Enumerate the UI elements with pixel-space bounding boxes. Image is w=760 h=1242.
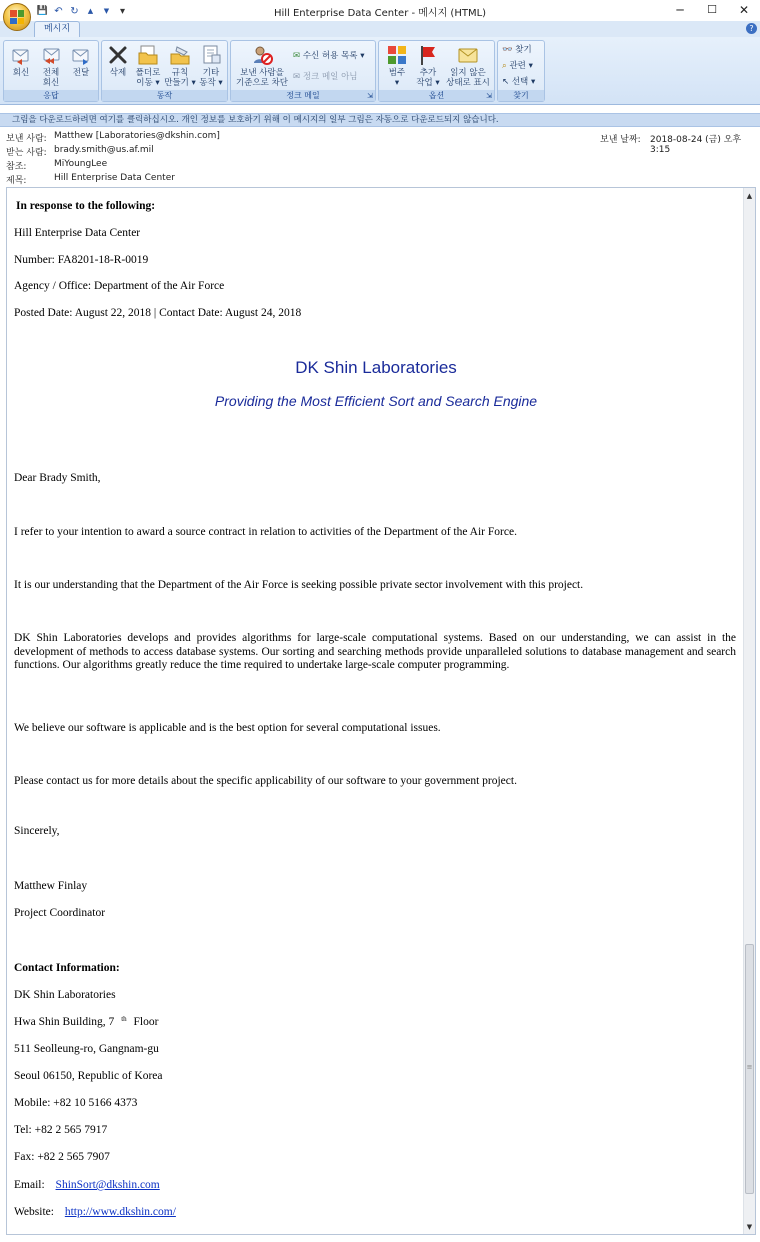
flag-icon [417, 44, 439, 66]
follow-up-button[interactable] [413, 44, 443, 88]
customize-toolbar-icon[interactable]: ▾ [119, 5, 126, 17]
related-label: 관련 ▾ [509, 61, 533, 71]
forward-label: 전달 [72, 68, 90, 78]
group-options-label: 옵션 [379, 90, 494, 101]
categorize-label-1: 범주 [388, 68, 406, 78]
previous-item-icon[interactable]: ▲ [87, 6, 94, 15]
contact-building-text: Hwa Shin Building, 7 [14, 1016, 115, 1028]
to-value[interactable]: brady.smith@us.af.mil [54, 145, 154, 155]
not-junk-icon: ✉ [293, 72, 301, 82]
other-actions-icon [200, 44, 222, 66]
title-bar [0, 0, 760, 21]
next-item-icon[interactable]: ▼ [103, 6, 110, 15]
move-label-1: 폴더로 [135, 68, 161, 78]
cc-label: 참조: [6, 162, 27, 172]
junk-dialog-launcher-icon[interactable]: ⇲ [367, 92, 373, 100]
message-body[interactable] [6, 187, 756, 1235]
move-label-2: 이동 ▾ [136, 78, 160, 88]
rules-icon [169, 44, 191, 66]
contact-mobile: Mobile: +82 10 5166 4373 [14, 1097, 138, 1109]
cursor-icon: ↖ [502, 77, 510, 87]
ref-title: Hill Enterprise Data Center [14, 227, 141, 239]
group-options [378, 40, 495, 102]
contact-website-row [14, 1206, 736, 1218]
mark-unread-label-2: 상태로 표시 [446, 78, 490, 88]
vertical-scrollbar[interactable] [743, 188, 755, 1234]
related-icon: ⌕ [502, 61, 507, 71]
ribbon-tab-row [0, 21, 760, 37]
folder-icon [137, 44, 159, 66]
signature-title: Project Coordinator [14, 907, 106, 919]
safe-list-icon: ✉ [293, 51, 301, 61]
options-dialog-launcher-icon[interactable]: ⇲ [486, 92, 492, 100]
contact-fax: Fax: +82 2 565 7907 [14, 1151, 110, 1163]
contact-email-link[interactable]: ShinSort@dkshin.com [55, 1179, 160, 1191]
paragraph-1: I refer to your intention to award a source contract in relation to activities of the Department of the Air Force. [14, 526, 517, 538]
safe-list-label: 수신 허용 목록 ▾ [302, 51, 365, 61]
categorize-icon [386, 44, 408, 66]
message-header [0, 128, 760, 186]
group-junk-mail [230, 40, 376, 102]
binoculars-icon: 👓 [502, 45, 513, 55]
subject-value: Hill Enterprise Data Center [54, 173, 175, 183]
reply-label: 회신 [12, 68, 30, 78]
contact-heading: Contact Information: [14, 962, 120, 974]
office-button[interactable] [3, 3, 31, 31]
contact-street: 511 Seolleung-ro, Gangnam-gu [14, 1043, 159, 1055]
save-icon[interactable]: 💾 [36, 5, 49, 16]
block-sender-button[interactable] [233, 44, 291, 88]
contact-building-floor: Floor [133, 1016, 159, 1028]
closing: Sincerely, [14, 825, 60, 837]
categorize-label-2: ▾ [394, 78, 400, 88]
rule-label-2: 만들기 ▾ [164, 78, 196, 88]
greeting: Dear Brady Smith, [14, 472, 101, 484]
delete-icon [107, 44, 129, 66]
forward-button[interactable] [67, 44, 95, 78]
select-label: 선택 ▾ [511, 77, 536, 87]
delete-label: 삭제 [109, 68, 127, 78]
contact-email-label: Email: [14, 1179, 45, 1191]
contact-building-sup: th [121, 1015, 127, 1023]
other-actions-button[interactable] [197, 44, 225, 88]
minimize-button[interactable]: ─ [676, 3, 684, 17]
download-pictures-infobar[interactable]: 그림을 다운로드하려면 여기를 클릭하십시오. 개인 정보를 보호하기 위해 이 메시지의 일부 그림은 자동으로 다운로드되지 않습니다. [0, 113, 760, 127]
ref-agency: Agency / Office: Department of the Air Force [14, 280, 225, 292]
tab-message[interactable]: 메시지 [34, 21, 80, 37]
delete-button[interactable] [105, 44, 131, 78]
group-respond-label: 응답 [4, 90, 98, 101]
signature-name: Matthew Finlay [14, 880, 88, 892]
scroll-thumb[interactable] [745, 944, 754, 1194]
scroll-grip-icon: ≡ [746, 1063, 753, 1071]
find-button[interactable] [502, 44, 532, 56]
envelope-icon [457, 44, 479, 66]
to-label: 받는 사람: [6, 148, 47, 158]
undo-icon[interactable]: ↶ [54, 5, 63, 17]
group-find-label: 찾기 [498, 90, 544, 101]
rule-label-1: 규칙 [171, 68, 189, 78]
group-actions-label: 동작 [102, 90, 227, 101]
tagline: Providing the Most Efficient Sort and Search Engine [214, 393, 538, 409]
mark-unread-button[interactable] [444, 44, 492, 88]
paragraph-2: It is our understanding that the Department of the Air Force is seeking possible private sector involvement with this project. [14, 579, 584, 591]
close-button[interactable]: ✕ [738, 3, 750, 17]
reply-icon [10, 44, 32, 66]
contact-city: Seoul 06150, Republic of Korea [14, 1070, 163, 1082]
reply-all-icon [40, 44, 62, 66]
not-junk-button[interactable] [293, 71, 358, 83]
contact-building [14, 1016, 736, 1028]
office-logo-icon [10, 10, 24, 24]
contact-tel: Tel: +82 2 565 7917 [14, 1124, 108, 1136]
find-label: 찾기 [515, 45, 532, 55]
related-button[interactable] [502, 60, 533, 72]
block-sender-icon [251, 44, 273, 66]
from-value[interactable]: Matthew [Laboratories@dkshin.com] [54, 131, 220, 141]
select-button[interactable] [502, 76, 535, 88]
follow-up-label-2: 작업 ▾ [416, 78, 440, 88]
company-name: DK Shin Laboratories [295, 358, 457, 377]
reply-all-label-1: 전체 [42, 68, 60, 78]
forward-icon [70, 44, 92, 66]
sent-value: 2018-08-24 (금) 오후 3:15 [650, 135, 742, 155]
group-actions [101, 40, 228, 102]
maximize-button[interactable]: ☐ [707, 3, 717, 16]
safe-list-button[interactable] [293, 50, 364, 62]
group-respond [3, 40, 99, 102]
reply-all-button[interactable] [36, 44, 66, 88]
block-sender-label-1: 보낸 사람을 [240, 68, 284, 78]
ribbon [0, 37, 760, 105]
from-label: 보낸 사람: [6, 134, 47, 144]
categorize-button[interactable] [382, 44, 412, 88]
reply-all-label-2: 회신 [42, 78, 60, 88]
group-junk-label: 정크 메일 [231, 90, 375, 101]
group-find [497, 40, 545, 102]
mark-unread-label-1: 읽지 않은 [450, 68, 486, 78]
paragraph-4: We believe our software is applicable and is the best option for several computational issues. [14, 722, 441, 734]
reply-button[interactable] [7, 44, 35, 78]
scroll-down-icon[interactable]: ▼ [746, 1223, 753, 1231]
cc-value[interactable]: MiYoungLee [54, 159, 108, 169]
contact-company: DK Shin Laboratories [14, 989, 116, 1001]
response-heading: In response to the following: [16, 200, 156, 212]
other-label-2: 동작 ▾ [199, 78, 223, 88]
ref-dates: Posted Date: August 22, 2018 | Contact Date: August 24, 2018 [14, 307, 302, 319]
sent-label: 보낸 날짜: [600, 135, 641, 145]
follow-up-label-1: 추가 [419, 68, 437, 78]
other-label-1: 기타 [202, 68, 220, 78]
subject-label: 제목: [6, 176, 27, 186]
help-icon[interactable]: ? [746, 23, 757, 34]
create-rule-button[interactable] [164, 44, 196, 88]
redo-icon[interactable]: ↻ [70, 5, 79, 17]
block-sender-label-2: 기준으로 차단 [236, 78, 288, 88]
move-to-folder-button[interactable] [133, 44, 163, 88]
not-junk-label: 정크 메일 아님 [302, 72, 358, 82]
window-title: Hill Enterprise Data Center - 메시지 (HTML) [273, 8, 487, 19]
contact-email-row [14, 1179, 736, 1191]
paragraph-5: Please contact us for more details about the specific applicability of our software to your government project. [14, 775, 517, 787]
ref-number: Number: FA8201-18-R-0019 [14, 254, 149, 266]
paragraph-3: DK Shin Laboratories develops and provides algorithms for large-scale computational systems. Based on our understanding, we can assist in the development of methods to access database systems. Our sorting and searching methods provide unparalleled solutions to database management and search functions. Our algorithms greatly reduce the time required to undertake large-scale computer programming. [14, 632, 736, 671]
contact-website-label: Website: [14, 1206, 54, 1218]
contact-website-link[interactable]: http://www.dkshin.com/ [64, 1206, 176, 1218]
scroll-up-icon[interactable]: ▲ [746, 192, 753, 200]
